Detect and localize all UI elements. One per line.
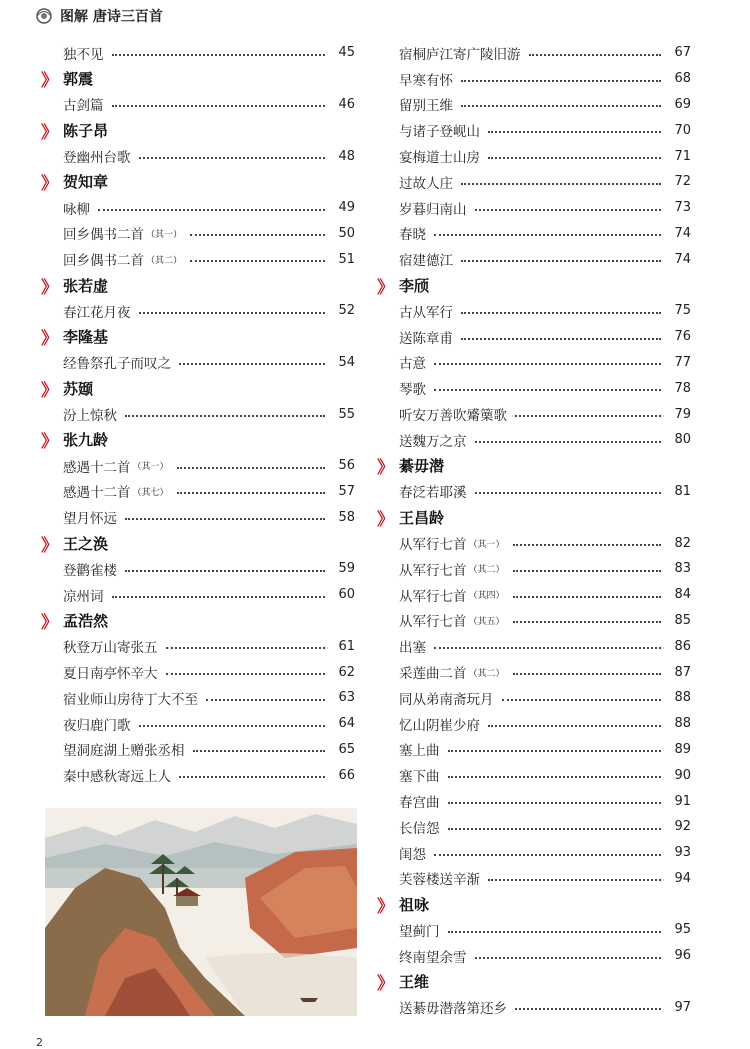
poem-title: 终南望余雪 — [399, 949, 467, 966]
author-heading — [41, 169, 355, 195]
dot-leader — [177, 467, 325, 469]
toc-entry — [381, 608, 691, 634]
dot-leader — [475, 209, 662, 211]
page-ref: 49 — [338, 200, 355, 216]
dot-leader — [448, 931, 662, 933]
page-ref: 60 — [338, 587, 355, 603]
page-ref: 79 — [674, 406, 691, 422]
dot-leader — [513, 596, 661, 598]
poem-title: 望月怀远 — [63, 511, 117, 528]
toc-entry — [381, 840, 691, 866]
page-ref: 55 — [338, 406, 355, 422]
author-heading — [41, 427, 355, 453]
dot-leader — [488, 131, 661, 133]
page-ref: 67 — [674, 45, 691, 61]
dot-leader — [139, 157, 326, 159]
page-ref: 51 — [338, 251, 355, 267]
page-ref: 73 — [674, 200, 691, 216]
poem-title: 送陈章甫 — [399, 330, 453, 347]
toc-entry — [381, 762, 691, 788]
toc-entry — [381, 788, 691, 814]
poem-title: 古剑篇 — [63, 98, 104, 115]
dot-leader — [206, 699, 325, 701]
poem-title: 闺怨 — [399, 846, 426, 863]
page-ref: 95 — [674, 922, 691, 938]
page-ref: 89 — [674, 741, 691, 757]
poem-title: 塞下曲 — [399, 769, 440, 786]
page-ref: 68 — [674, 71, 691, 87]
dot-leader — [515, 415, 661, 417]
dot-leader — [112, 596, 326, 598]
poem-title: 古意 — [399, 356, 426, 373]
toc-entry — [45, 246, 355, 272]
toc-entry — [45, 659, 355, 685]
poem-title: 夏日南亭怀辛大 — [63, 666, 158, 683]
page-ref: 93 — [674, 845, 691, 861]
page-ref: 64 — [338, 716, 355, 732]
poem-note: （其五） — [468, 616, 505, 627]
landscape-painting — [45, 808, 357, 1016]
toc-entry — [381, 298, 691, 324]
page-ref: 50 — [338, 225, 355, 241]
author-heading — [41, 66, 355, 92]
double-chevron-icon: 》 — [377, 277, 391, 298]
dot-leader — [166, 647, 326, 649]
dot-leader — [529, 54, 662, 56]
double-chevron-icon: 》 — [41, 380, 55, 401]
author-heading — [377, 891, 691, 917]
poem-title: 送綦毋潜落第还乡 — [399, 1001, 507, 1018]
toc-entry — [45, 195, 355, 221]
page-ref: 80 — [674, 432, 691, 448]
toc-entry — [381, 324, 691, 350]
page-ref: 48 — [338, 148, 355, 164]
poem-title: 登鹳雀楼 — [63, 562, 117, 579]
dot-leader — [434, 854, 661, 856]
dot-leader — [193, 750, 326, 752]
dot-leader — [166, 673, 326, 675]
poem-title: 送魏万之京 — [399, 433, 467, 450]
dot-leader — [434, 234, 661, 236]
page-ref: 82 — [674, 535, 691, 551]
double-chevron-icon: 》 — [41, 432, 55, 453]
page-ref: 71 — [674, 148, 691, 164]
page-ref: 85 — [674, 612, 691, 628]
toc-entry — [45, 453, 355, 479]
poem-title: 望蓟门 — [399, 923, 440, 940]
double-chevron-icon: 》 — [41, 535, 55, 556]
poem-title: 夜归鹿门歌 — [63, 717, 131, 734]
dot-leader — [177, 492, 325, 494]
toc-entry — [45, 298, 355, 324]
dot-leader — [179, 776, 325, 778]
poem-title: 春江花月夜 — [63, 304, 131, 321]
poem-title: 宿建德江 — [399, 253, 453, 270]
page-ref: 54 — [338, 354, 355, 370]
toc-entry — [381, 40, 691, 66]
poem-title: 春泛若耶溪 — [399, 485, 467, 502]
dot-leader — [513, 621, 661, 623]
poem-title: 经鲁祭孔子而叹之 — [63, 356, 171, 373]
author-heading — [41, 272, 355, 298]
author-name: 王之涣 — [63, 534, 109, 553]
toc-entry — [381, 143, 691, 169]
page-ref: 81 — [674, 483, 691, 499]
poem-title: 独不见 — [63, 46, 104, 63]
page-ref: 86 — [674, 638, 691, 654]
page-ref: 77 — [674, 354, 691, 370]
toc-entry — [45, 40, 355, 66]
dot-leader — [502, 699, 662, 701]
poem-title: 同从弟南斋玩月 — [399, 691, 494, 708]
toc-entry — [381, 556, 691, 582]
toc-entry — [381, 582, 691, 608]
toc-entry — [381, 917, 691, 943]
author-name: 张九龄 — [63, 431, 109, 450]
toc-entry — [381, 169, 691, 195]
poem-title: 留别王维 — [399, 98, 453, 115]
page-ref: 75 — [674, 303, 691, 319]
page-ref: 45 — [338, 45, 355, 61]
dot-leader — [488, 879, 661, 881]
toc-entry — [45, 582, 355, 608]
toc-entry — [45, 350, 355, 376]
dot-leader — [461, 312, 661, 314]
poem-note: （其一） — [146, 229, 183, 240]
dot-leader — [513, 544, 661, 546]
dot-leader — [475, 492, 662, 494]
author-name: 郭震 — [63, 70, 94, 89]
author-name: 贺知章 — [63, 173, 109, 192]
toc-entry — [381, 117, 691, 143]
author-heading — [377, 272, 691, 298]
dot-leader — [190, 260, 325, 262]
dot-leader — [448, 802, 662, 804]
toc-entry — [45, 685, 355, 711]
double-chevron-icon: 》 — [377, 896, 391, 917]
dot-leader — [461, 183, 661, 185]
toc-entry — [381, 92, 691, 118]
author-heading — [41, 375, 355, 401]
dot-leader — [475, 957, 662, 959]
toc-entry — [381, 375, 691, 401]
author-name: 陈子昂 — [63, 121, 109, 140]
poem-note: （其四） — [468, 591, 505, 602]
toc-entry — [381, 866, 691, 892]
poem-title: 凉州词 — [63, 588, 104, 605]
toc-entry — [381, 350, 691, 376]
toc-entry — [381, 479, 691, 505]
poem-title: 采莲曲二首 — [399, 666, 467, 683]
page-ref: 84 — [674, 587, 691, 603]
toc-entry — [381, 685, 691, 711]
page-ref: 83 — [674, 561, 691, 577]
page-ref: 76 — [674, 329, 691, 345]
author-name: 李隆基 — [63, 328, 109, 347]
page-ref: 88 — [674, 716, 691, 732]
page-ref: 88 — [674, 690, 691, 706]
toc-entry — [45, 401, 355, 427]
toc-entry — [381, 994, 691, 1020]
toc-left-column — [41, 40, 355, 788]
poem-title: 秦中感秋寄远上人 — [63, 769, 171, 786]
double-chevron-icon: 》 — [377, 974, 391, 995]
poem-title: 出塞 — [399, 640, 426, 657]
toc-entry — [45, 221, 355, 247]
author-name: 苏颋 — [63, 379, 94, 398]
poem-title: 春宫曲 — [399, 795, 440, 811]
toc-entry — [45, 504, 355, 530]
author-heading — [41, 530, 355, 556]
poem-title: 回乡偶书二首 — [63, 253, 144, 270]
toc-entry — [381, 530, 691, 556]
toc-entry — [381, 221, 691, 247]
page-header — [34, 4, 163, 28]
page-ref: 72 — [674, 174, 691, 190]
poem-note: （其一） — [468, 539, 505, 550]
toc-entry — [45, 143, 355, 169]
poem-title: 宿业师山房待丁大不至 — [63, 691, 198, 708]
toc-entry — [45, 92, 355, 118]
dot-leader — [448, 828, 662, 830]
toc-entry — [45, 479, 355, 505]
toc-entry — [45, 633, 355, 659]
toc-entry — [381, 195, 691, 221]
page-ref: 74 — [674, 225, 691, 241]
toc-right-column — [377, 40, 691, 1020]
book-title: 图解 唐诗三百首 — [60, 9, 163, 25]
double-chevron-icon: 》 — [41, 71, 55, 92]
double-chevron-icon: 》 — [41, 612, 55, 633]
dot-leader — [513, 673, 661, 675]
poem-note: （其二） — [146, 255, 183, 266]
dot-leader — [461, 260, 661, 262]
poem-title: 回乡偶书二首 — [63, 227, 144, 244]
poem-title: 登幽州台歌 — [63, 150, 131, 167]
dot-leader — [112, 105, 326, 107]
author-heading — [41, 608, 355, 634]
dot-leader — [475, 441, 662, 443]
double-chevron-icon: 》 — [41, 122, 55, 143]
poem-title: 与诸子登岘山 — [399, 124, 480, 141]
dot-leader — [448, 750, 662, 752]
poem-title: 望洞庭湖上赠张丞相 — [63, 743, 185, 760]
dot-leader — [515, 1008, 661, 1010]
poem-title: 古从军行 — [399, 304, 453, 321]
poem-title: 宿桐庐江寄广陵旧游 — [399, 46, 521, 63]
dot-leader — [461, 80, 661, 82]
double-chevron-icon: 》 — [377, 458, 391, 479]
double-chevron-icon: 》 — [41, 329, 55, 350]
author-heading — [377, 969, 691, 995]
dot-leader — [98, 209, 325, 211]
page-ref: 59 — [338, 561, 355, 577]
toc-entry — [381, 427, 691, 453]
flower-logo-icon — [34, 7, 54, 25]
page-ref: 56 — [338, 458, 355, 474]
poem-title: 感遇十二首 — [63, 485, 131, 502]
poem-title: 从军行七首 — [399, 588, 467, 605]
author-name: 李颀 — [399, 276, 430, 295]
page-ref: 66 — [338, 767, 355, 783]
author-heading — [41, 117, 355, 143]
dot-leader — [448, 776, 662, 778]
poem-note: （其二） — [468, 668, 505, 679]
author-name: 王维 — [399, 973, 430, 992]
dot-leader — [190, 234, 325, 236]
dot-leader — [461, 105, 661, 107]
author-heading — [41, 324, 355, 350]
author-name: 綦毋潜 — [399, 457, 445, 476]
author-heading — [377, 504, 691, 530]
page-ref: 69 — [674, 96, 691, 112]
poem-title: 感遇十二首 — [63, 459, 131, 476]
toc-entry — [381, 737, 691, 763]
page-ref: 96 — [674, 948, 691, 964]
toc-entry — [381, 633, 691, 659]
poem-title: 长信怨 — [399, 820, 440, 837]
poem-note: （其七） — [132, 487, 169, 498]
poem-title: 岁暮归南山 — [399, 201, 467, 218]
poem-title: 塞上曲 — [399, 743, 440, 760]
page-ref: 78 — [674, 380, 691, 396]
page-ref: 61 — [338, 638, 355, 654]
poem-title: 秋登万山寄张五 — [63, 640, 158, 657]
page-ref: 92 — [674, 819, 691, 835]
toc-entry — [45, 711, 355, 737]
toc-entry — [381, 711, 691, 737]
dot-leader — [139, 312, 326, 314]
toc-entry — [381, 66, 691, 92]
poem-title: 芙蓉楼送辛渐 — [399, 872, 480, 889]
page-ref: 70 — [674, 122, 691, 138]
page-ref: 74 — [674, 251, 691, 267]
page-ref: 97 — [674, 999, 691, 1015]
dot-leader — [434, 363, 661, 365]
author-heading — [377, 453, 691, 479]
double-chevron-icon: 》 — [41, 174, 55, 195]
toc-entry — [381, 401, 691, 427]
dot-leader — [434, 389, 661, 391]
dot-leader — [125, 518, 325, 520]
poem-note: （其二） — [468, 565, 505, 576]
double-chevron-icon: 》 — [41, 277, 55, 298]
dot-leader — [139, 725, 326, 727]
poem-title: 咏柳 — [63, 201, 90, 218]
toc-entry — [45, 556, 355, 582]
page-ref: 63 — [338, 690, 355, 706]
author-name: 祖咏 — [399, 895, 430, 914]
page-ref: 87 — [674, 664, 691, 680]
poem-title: 忆山阴崔少府 — [399, 717, 480, 734]
poem-title: 过故人庄 — [399, 175, 453, 192]
dot-leader — [488, 725, 661, 727]
poem-note: （其一） — [132, 462, 169, 473]
page-number: 2 — [36, 1036, 43, 1049]
dot-leader — [434, 647, 661, 649]
poem-title: 琴歌 — [399, 382, 426, 399]
author-name: 王昌龄 — [399, 508, 445, 527]
page-ref: 57 — [338, 483, 355, 499]
page-ref: 62 — [338, 664, 355, 680]
toc-entry — [381, 814, 691, 840]
author-name: 孟浩然 — [63, 611, 109, 630]
poem-title: 春晓 — [399, 227, 426, 244]
page-ref: 52 — [338, 303, 355, 319]
poem-title: 从军行七首 — [399, 614, 467, 631]
toc-entry — [381, 943, 691, 969]
poem-title: 从军行七首 — [399, 537, 467, 554]
page-ref: 94 — [674, 870, 691, 886]
poem-title: 汾上惊秋 — [63, 408, 117, 425]
poem-title: 从军行七首 — [399, 562, 467, 579]
page-ref: 58 — [338, 509, 355, 525]
page-ref: 46 — [338, 96, 355, 112]
poem-title: 宴梅道士山房 — [399, 150, 480, 167]
page-ref: 90 — [674, 767, 691, 783]
dot-leader — [112, 54, 326, 56]
toc-entry — [45, 762, 355, 788]
toc-entry — [381, 659, 691, 685]
author-name: 张若虚 — [63, 276, 109, 295]
dot-leader — [179, 363, 325, 365]
toc-entry — [381, 246, 691, 272]
double-chevron-icon: 》 — [377, 509, 391, 530]
dot-leader — [513, 570, 661, 572]
page-ref: 91 — [674, 793, 691, 809]
dot-leader — [461, 338, 661, 340]
poem-title: 听安万善吹觱篥歌 — [399, 408, 507, 425]
poem-title: 早寒有怀 — [399, 72, 453, 89]
page-ref: 65 — [338, 741, 355, 757]
dot-leader — [125, 570, 325, 572]
toc-entry — [45, 737, 355, 763]
dot-leader — [125, 415, 325, 417]
dot-leader — [488, 157, 661, 159]
